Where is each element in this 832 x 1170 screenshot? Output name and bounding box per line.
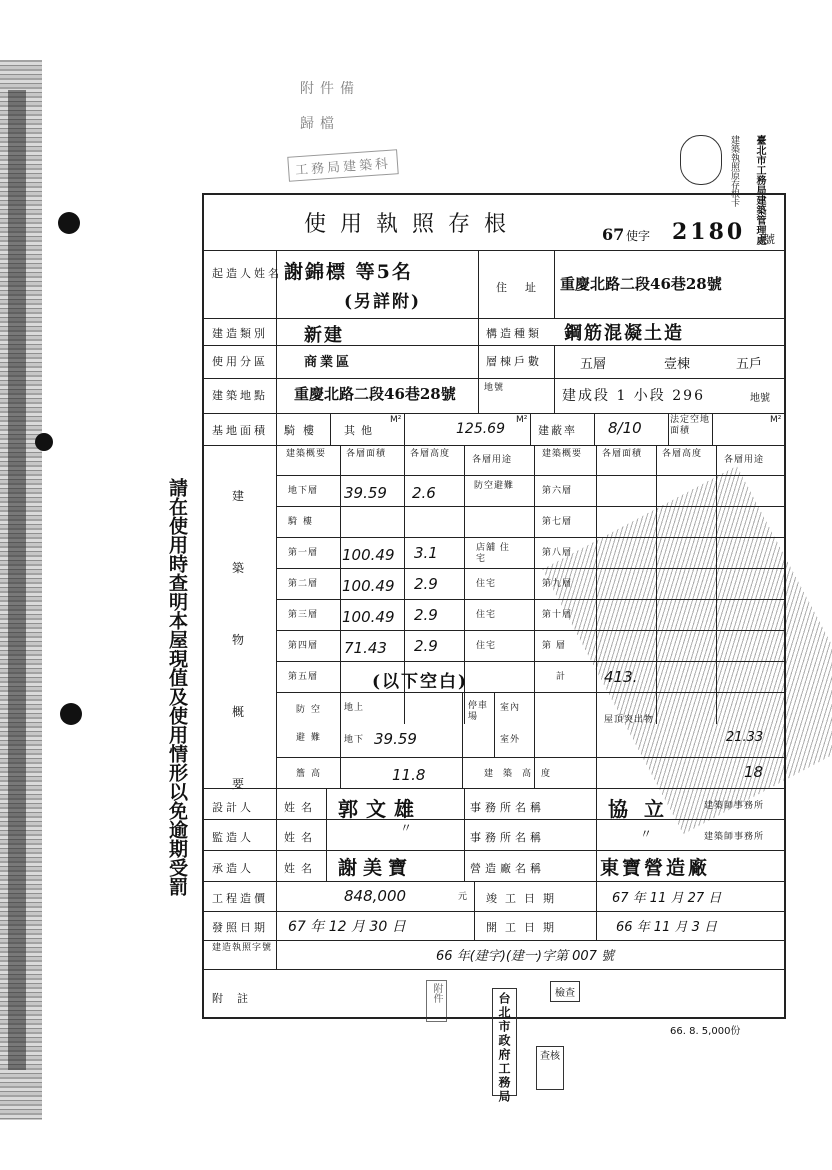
start-value: 66 年 11 月 3 日	[616, 920, 718, 935]
floors-value-2: 壹棟	[664, 357, 691, 372]
start-label: 開工日期	[486, 921, 562, 934]
roof-label: 屋頂突出物	[604, 715, 655, 725]
punch-hole	[58, 212, 80, 234]
name-label: 姓名	[284, 801, 318, 814]
floor-height: 2.9	[414, 637, 438, 655]
above-label: 地上	[344, 703, 365, 713]
site-label: 建築地點	[212, 389, 268, 402]
issue-label: 發照日期	[212, 921, 268, 934]
shelter-label: 防空	[296, 705, 327, 715]
structure-value: 鋼筋混凝土造	[564, 323, 684, 344]
bottom-stamp: 查核	[536, 1046, 564, 1090]
indoor-label: 室內	[500, 703, 521, 713]
floor-label: 第三層	[288, 610, 319, 620]
col-header: 各層面積	[602, 449, 643, 459]
firm-value: 東寶營造廠	[600, 857, 711, 879]
remarks-label: 附註	[212, 992, 262, 1005]
roof-value: 21.33	[726, 730, 764, 745]
designer-label: 設計人	[212, 801, 254, 814]
office-label: 事務所名稱	[470, 831, 545, 844]
floor-label: 第二層	[288, 579, 319, 589]
floor-area: 100.49	[342, 546, 395, 564]
name-label: 姓名	[284, 862, 318, 875]
coverage-label: 建蔽率	[538, 424, 577, 437]
floor-area: 100.49	[342, 608, 395, 626]
eave-value: 11.8	[392, 766, 426, 784]
firm-label: 營造廠名稱	[470, 862, 545, 875]
floor-label: 第一層	[288, 548, 319, 558]
evacuation-label: 避難	[296, 733, 327, 743]
land-suffix: 地號	[750, 393, 770, 404]
coverage-value: 8/10	[608, 419, 642, 437]
right-stamp-seal	[680, 135, 722, 185]
arcade-label: 騎樓	[284, 424, 322, 437]
floor-use: 防空避難	[474, 481, 515, 491]
floor-label-right: 第 層	[542, 641, 566, 651]
supervisor-name: 〃	[400, 821, 413, 835]
zone-value: 商業區	[304, 355, 353, 370]
form-title: 使用執照存根	[304, 212, 521, 237]
bldg-height-label: 建築高度	[484, 769, 561, 779]
floors-value-3: 五戶	[736, 357, 763, 372]
permit-label: 建造執照字號	[212, 943, 273, 953]
floor-label-right: 第十層	[542, 610, 573, 620]
floor-use: 店舖 住宅	[476, 543, 510, 564]
structure-label: 構造種類	[486, 327, 542, 340]
stamp-line: 附件備	[300, 81, 360, 97]
legal-open-label: 法定空地面積	[670, 415, 711, 436]
eave-label: 簷高	[296, 769, 327, 779]
floor-height: 2.9	[414, 575, 438, 593]
total-value: 413.	[604, 668, 638, 686]
permit-form	[202, 193, 786, 1019]
bldg-height-value: 18	[744, 763, 764, 781]
floors-value-1: 五層	[580, 357, 607, 372]
permit-value: 66 年(建字)(建一)字第 007 號	[436, 949, 615, 964]
cost-label: 工程造價	[212, 892, 268, 905]
archive-stamp	[290, 78, 430, 198]
owner-label: 起造人姓名	[212, 267, 282, 280]
land-value: 建成段 1 小段 296	[562, 388, 705, 404]
col-header: 建築概要	[286, 449, 327, 459]
address-label: 住址	[496, 281, 554, 294]
office-suffix: 建築師事務所	[704, 801, 765, 811]
unit-m2: M²	[390, 415, 402, 425]
floor-label-right: 第九層	[542, 579, 573, 589]
permit-suffix: 號	[764, 233, 775, 246]
category-value: 新建	[304, 325, 344, 346]
contractor-name: 謝美寶	[338, 857, 414, 879]
category-label: 建造類別	[212, 327, 268, 340]
supervisor-label: 監造人	[212, 831, 254, 844]
permit-char: 使字	[626, 229, 651, 243]
margin-note: 請在使用時查明本屋現值及使用情形以免逾期受罰	[166, 478, 188, 896]
stamp-line: 工務局建築科	[287, 149, 398, 182]
name-label: 姓名	[284, 831, 318, 844]
col-header: 各層面積	[346, 449, 387, 459]
complete-label: 竣工日期	[486, 892, 562, 905]
floor-use: 住宅	[476, 641, 497, 651]
supervisor-office: 〃	[640, 827, 653, 841]
site-value: 重慶北路二段46巷28號	[294, 385, 456, 403]
remarks-stamp: 檢查	[550, 981, 580, 1002]
cost-value: 848,000	[344, 887, 407, 905]
zone-label: 使用分區	[212, 355, 268, 368]
floors-label: 層棟戶數	[486, 355, 542, 368]
punch-hole	[35, 433, 53, 451]
floor-label: 第五層	[288, 672, 319, 682]
issue-value: 67 年 12 月 30 日	[288, 919, 406, 935]
address-value: 重慶北路二段46巷28號	[560, 275, 722, 293]
right-stamp-line: 建築執照原存根卡	[729, 135, 739, 207]
building-side-label: 建 築 物 概 要	[232, 489, 245, 791]
floor-label-right: 第七層	[542, 517, 573, 527]
scan-edge-strip	[8, 90, 26, 1070]
other-label: 其他	[344, 424, 378, 437]
designer-name: 郭文雄	[338, 797, 422, 821]
floor-label: 騎樓	[288, 517, 319, 527]
parking-label: 停車場	[468, 701, 489, 722]
complete-value: 67 年 11 月 27 日	[612, 891, 722, 906]
punch-hole	[60, 703, 82, 725]
col-header: 各層用途	[724, 455, 765, 465]
supervisor-suffix: 建築師事務所	[704, 832, 765, 842]
owner-value-2: (另詳附)	[344, 292, 422, 312]
floor-area: 39.59	[344, 484, 387, 502]
floor-label-right: 第六層	[542, 486, 573, 496]
floor-label-right: 計	[556, 672, 567, 682]
permit-prefix: 67	[602, 225, 625, 244]
floor-height: 2.6	[412, 484, 436, 502]
remarks-stamp: 附件	[426, 980, 447, 1022]
floor-height: 2.9	[414, 606, 438, 624]
floor-use: 住宅	[476, 579, 497, 589]
stamp-line: 歸檔	[300, 116, 340, 132]
permit-number: 2180	[672, 219, 746, 245]
floor-area-blank: (以下空白)	[372, 672, 469, 692]
owner-value: 謝錦標 等5名	[284, 261, 413, 283]
floor-label: 第四層	[288, 641, 319, 651]
unit-m2: M²	[516, 415, 528, 425]
col-header: 各層高度	[662, 449, 703, 459]
col-header: 各層用途	[472, 455, 513, 465]
below-value: 39.59	[374, 730, 417, 748]
unit-m2: M²	[770, 415, 782, 425]
office-label: 事務所名稱	[470, 801, 545, 814]
floor-height: 3.1	[414, 544, 438, 562]
land-label: 地號	[484, 383, 505, 393]
floor-label-right: 第八層	[542, 548, 573, 558]
floor-label: 地下層	[288, 486, 319, 496]
department-stamp: 台北市政府工務局	[492, 988, 517, 1096]
outdoor-label: 室外	[500, 735, 521, 745]
contractor-label: 承造人	[212, 862, 254, 875]
right-stamp-line: 臺北市工務局建築管理處	[754, 135, 765, 245]
area-label: 基地面積	[212, 424, 268, 437]
col-header: 建築概要	[542, 449, 583, 459]
office-value: 協立	[608, 797, 680, 821]
floor-use: 住宅	[476, 610, 497, 620]
other-value: 125.69	[456, 421, 505, 437]
col-header: 各層高度	[410, 449, 451, 459]
below-label: 地下	[344, 735, 365, 745]
floor-area: 100.49	[342, 577, 395, 595]
floor-area: 71.43	[344, 639, 387, 657]
cost-unit: 元	[458, 892, 469, 902]
print-note: 66. 8. 5,000份	[670, 1026, 741, 1037]
